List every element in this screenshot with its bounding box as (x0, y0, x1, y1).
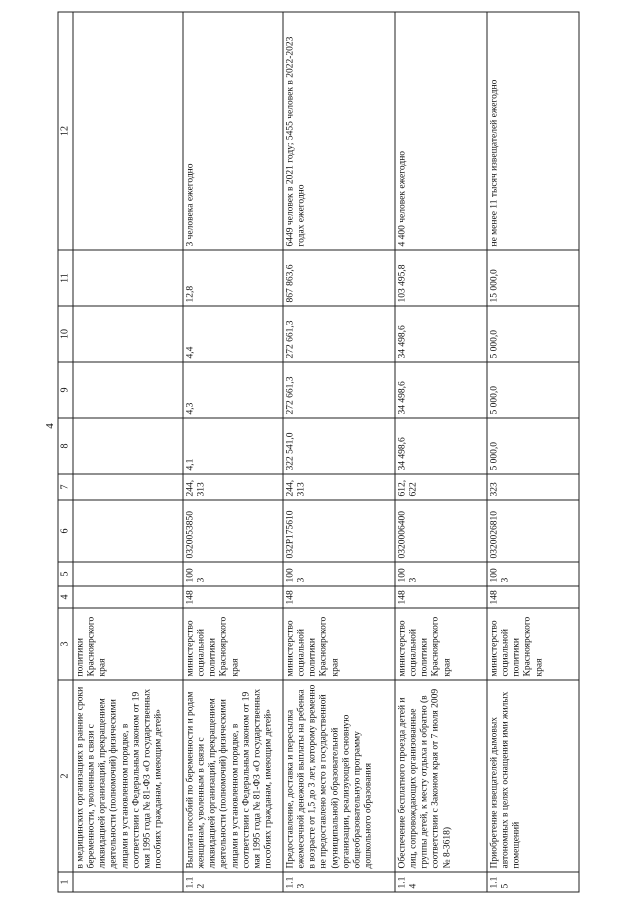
target-article-cell: 0320026810 (487, 500, 579, 562)
activity-name-cell: Предоставление, доставка и пересылка ежемесячной денежной выплаты на ребенка в возрасте от 1,5 до 3 лет, которому временно не предоставлено место в государственной (муниципальной) образовательной организации, реализующей основную общеобразовательную программу дошкольного образования (283, 680, 395, 872)
expected-result-cell: 6449 человек в 2021 году; 5455 человек в 2022-2023 годах ежегодно (283, 12, 395, 250)
expense-type-cell: 323 (487, 474, 579, 500)
year3-amount-cell (73, 306, 183, 362)
table-row (73, 12, 183, 892)
executor-cell: министерство социальной политики Красноярского края (283, 608, 395, 680)
expected-result-cell (73, 12, 183, 250)
column-number-row (58, 12, 73, 892)
executor-cell: министерство социальной политики Красноярского края (183, 608, 283, 680)
grbs-cell: 148 (183, 586, 283, 608)
section-cell: 1003 (283, 562, 395, 586)
activity-name-cell: в медицинских организациях в ранние сроки беременности, уволенным в связи с ликвидацией организаций, прекращением деятельности (полномочий) физическими лицами в установленном порядке, в соответствии с Федеральным законом от 19 мая 1995 года № 81-ФЗ «О государственных пособиях гражданам, имеющим детей» (73, 680, 183, 872)
target-article-cell (73, 500, 183, 562)
year1-amount-cell: 34 498,6 (395, 418, 487, 474)
table-row (183, 12, 283, 892)
total-amount-cell (73, 250, 183, 306)
expense-type-cell (73, 474, 183, 500)
year1-amount-cell (73, 418, 183, 474)
column-header: 6 (58, 500, 73, 562)
table-row (283, 12, 395, 892)
year1-amount-cell: 4,1 (183, 418, 283, 474)
column-header: 10 (58, 306, 73, 362)
expense-type-cell: 244, 313 (183, 474, 283, 500)
year3-amount-cell: 34 498,6 (395, 306, 487, 362)
activity-name-cell: Выплата пособий по беременности и родам женщинам, уволенным в связи с ликвидацией организаций, прекращением деятельности (полномочий) физическими лицами в установленном порядке, в соответствии с Федеральным законом от 19 мая 1995 года № 81-ФЗ «О государственных пособиях гражданам, имеющим детей» (183, 680, 283, 872)
activity-name-cell: Обеспечение бесплатного проезда детей и лиц, сопровождающих организованные группы детей, к месту отдыха и обратно (в соответствии с Законом края от 7 июля 2009 № 8-3618) (395, 680, 487, 872)
section-cell: 1003 (395, 562, 487, 586)
expense-type-cell: 244, 313 (283, 474, 395, 500)
grbs-cell (73, 586, 183, 608)
table-row (487, 12, 579, 892)
grbs-cell: 148 (395, 586, 487, 608)
row-number-cell: 1.15 (487, 872, 579, 892)
table-row (395, 12, 487, 892)
column-header: 2 (58, 680, 73, 872)
year2-amount-cell: 272 661,3 (283, 362, 395, 418)
page-number: 4 (44, 423, 56, 429)
year3-amount-cell: 272 661,3 (283, 306, 395, 362)
landscape-table-area (58, 13, 583, 893)
column-header: 3 (58, 608, 73, 680)
year2-amount-cell: 5 000,0 (487, 362, 579, 418)
year1-amount-cell: 5 000,0 (487, 418, 579, 474)
grbs-cell: 148 (487, 586, 579, 608)
column-header: 12 (58, 12, 73, 250)
expense-type-cell: 612, 622 (395, 474, 487, 500)
column-header: 1 (58, 872, 73, 892)
target-article-cell: 032P175610 (283, 500, 395, 562)
total-amount-cell: 103 495,8 (395, 250, 487, 306)
column-header: 9 (58, 362, 73, 418)
expected-result-cell: 4 400 человек ежегодно (395, 12, 487, 250)
expected-result-cell: не менее 11 тысяч извещателей ежегодно (487, 12, 579, 250)
row-number-cell: 1.12 (183, 872, 283, 892)
executor-cell: министерство социальной политики Красноярского края (395, 608, 487, 680)
section-cell: 1003 (487, 562, 579, 586)
target-article-cell: 0320053850 (183, 500, 283, 562)
program-activities-table (58, 12, 580, 893)
row-number-cell: 1.13 (283, 872, 395, 892)
total-amount-cell: 867 863,6 (283, 250, 395, 306)
total-amount-cell: 12,8 (183, 250, 283, 306)
year1-amount-cell: 322 541,0 (283, 418, 395, 474)
grbs-cell: 148 (283, 586, 395, 608)
target-article-cell: 0320006400 (395, 500, 487, 562)
total-amount-cell: 15 000,0 (487, 250, 579, 306)
column-header: 7 (58, 474, 73, 500)
executor-cell: политики Красноярского края (73, 608, 183, 680)
year2-amount-cell (73, 362, 183, 418)
column-header: 4 (58, 586, 73, 608)
year3-amount-cell: 5 000,0 (487, 306, 579, 362)
year3-amount-cell: 4,4 (183, 306, 283, 362)
executor-cell: министерство социальной политики Красноярского края (487, 608, 579, 680)
row-number-cell: 1.14 (395, 872, 487, 892)
column-header: 8 (58, 418, 73, 474)
expected-result-cell: 3 человека ежегодно (183, 12, 283, 250)
activity-name-cell: Приобретение извещателей дымовых автономных в целях оснащения ими жилых помещений (487, 680, 579, 872)
row-number-cell (73, 872, 183, 892)
column-header: 5 (58, 562, 73, 586)
year2-amount-cell: 34 498,6 (395, 362, 487, 418)
column-header: 11 (58, 250, 73, 306)
section-cell (73, 562, 183, 586)
section-cell: 1003 (183, 562, 283, 586)
year2-amount-cell: 4,3 (183, 362, 283, 418)
